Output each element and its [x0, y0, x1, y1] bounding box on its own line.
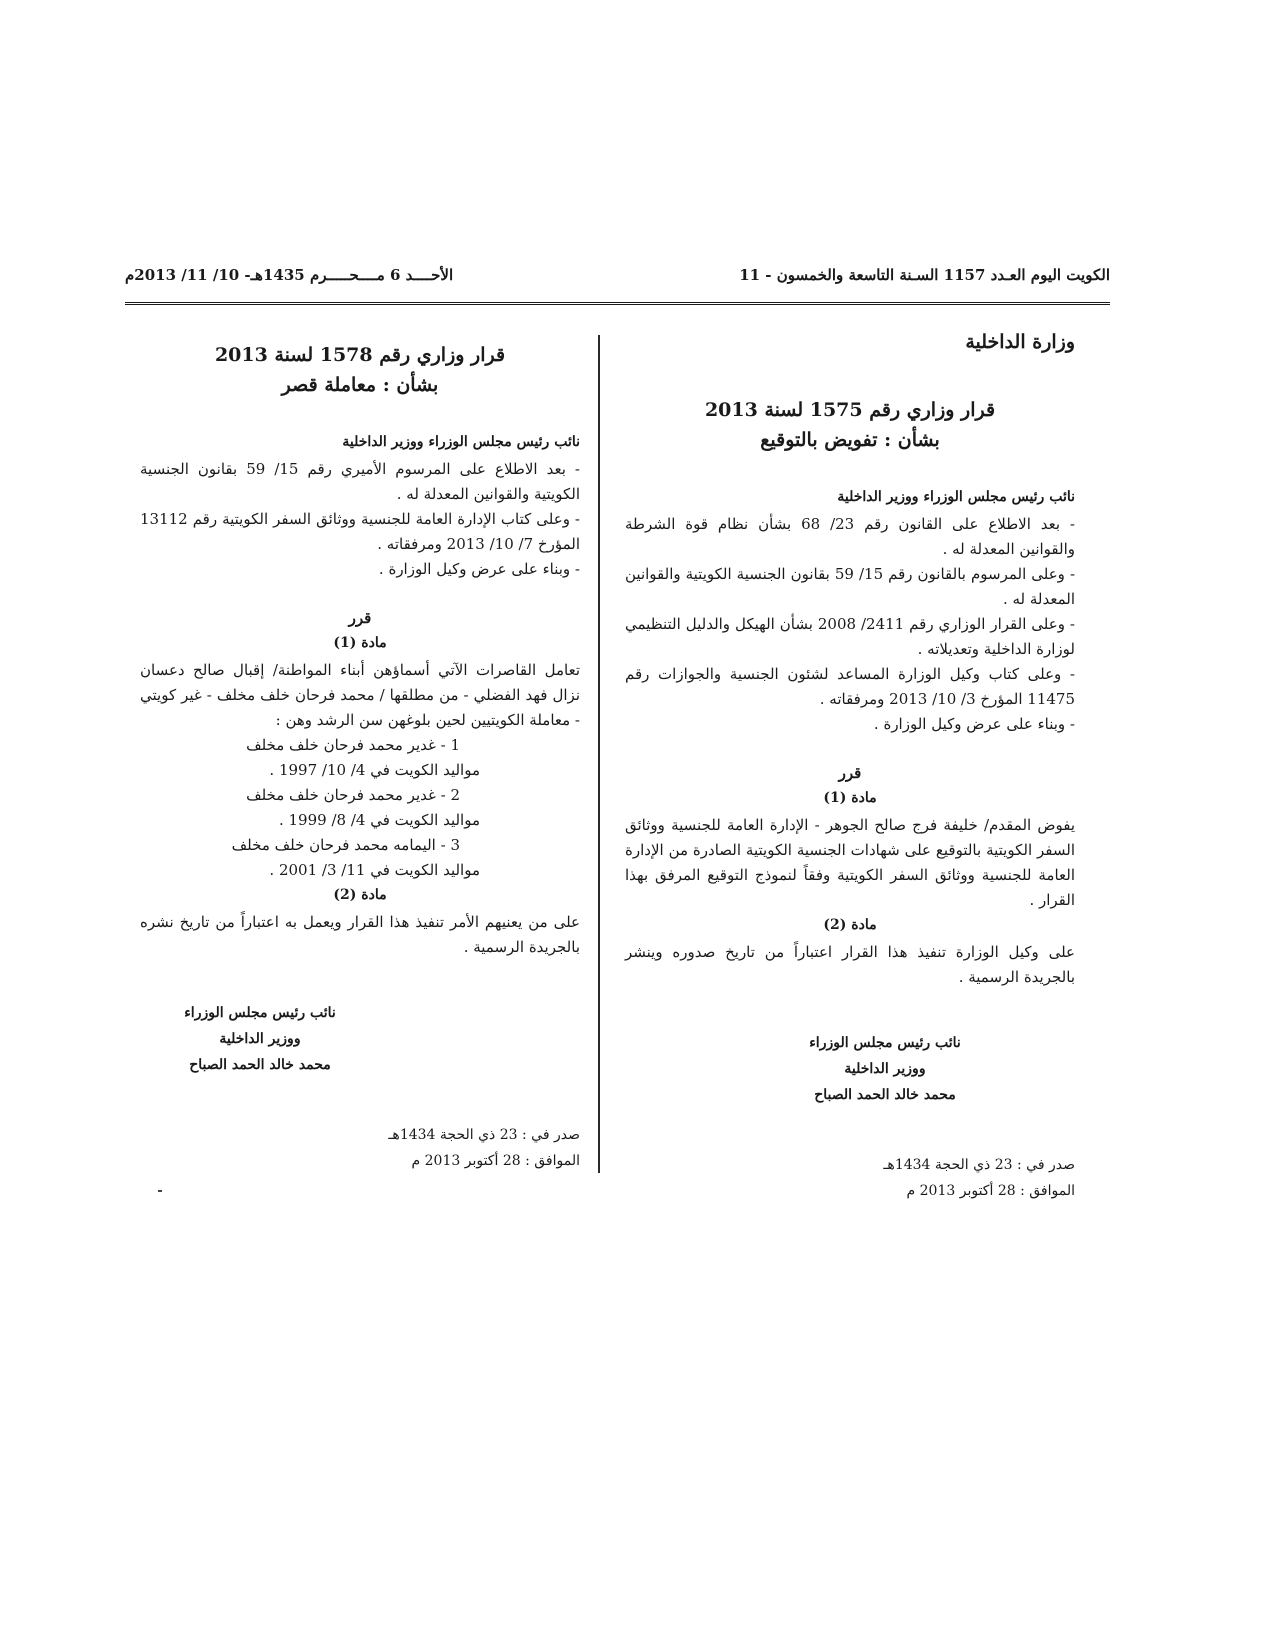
child-name: 3 - اليمامه محمد فرحان خلف مخلف: [231, 836, 460, 854]
article-2-label: مادة (2): [823, 917, 877, 933]
corresponding-date: الموافق : 28 أكتوبر 2013 م: [411, 1153, 580, 1169]
child-birth: مواليد الكويت في 4/ 10/ 1997 .: [269, 761, 480, 779]
preamble-item: - وعلى القرار الوزاري رقم 2411/ 2008 بشأن الهيكل والدليل التنظيمي لوزارة الداخلية وتعديلاته .: [625, 615, 1075, 658]
issuer: نائب رئيس مجلس الوزراء ووزير الداخلية: [837, 489, 1075, 505]
article-2-text: على من يعنيهم الأمر تنفيذ هذا القرار ويعمل به اعتباراً من تاريخ نشره بالجريدة الرسمية .: [140, 913, 580, 956]
article-1-text: يفوض المقدم/ خليفة فرج صالح الجوهر - الإدارة العامة للجنسية ووثائق السفر الكويتية بالتوقيع على شهادات الجنسية الكويتية الصادرة من الإدارة العامة للجنسية ووثائق السفر الكويتية وفقاً لنموذج التوقيع المرفق بهذا القرار .: [625, 816, 1075, 909]
signature-block: [110, 1000, 410, 1078]
signature-line: ووزير الداخلية: [219, 1031, 301, 1047]
decided-heading: قرر: [348, 609, 372, 627]
signature-line: ووزير الداخلية: [844, 1061, 926, 1077]
issuer: نائب رئيس مجلس الوزراء ووزير الداخلية: [342, 434, 580, 450]
issued-date-block: [625, 1152, 1075, 1204]
issued-date-block: [140, 1122, 580, 1174]
header-issue-info: الكويت اليوم العـدد 1157 السـنة التاسعة والخمسون - 11: [739, 266, 1110, 284]
issued-date: صدر في : 23 ذي الحجة 1434هـ: [388, 1127, 580, 1143]
preamble-item: - بعد الاطلاع على القانون رقم 23/ 68 بشأن نظام قوة الشرطة والقوانين المعدلة له .: [625, 515, 1075, 558]
signature-line: محمد خالد الحمد الصباح: [189, 1057, 331, 1073]
column-divider: [598, 335, 600, 1173]
preamble-item: - وبناء على عرض وكيل الوزارة .: [873, 715, 1075, 733]
decree-subject: بشأن : معاملة قصر: [281, 374, 439, 396]
decree-subject: بشأن : تفويض بالتوقيع: [760, 429, 940, 451]
issued-date: صدر في : 23 ذي الحجة 1434هـ: [883, 1157, 1075, 1173]
signature-line: نائب رئيس مجلس الوزراء: [184, 1005, 336, 1021]
signature-line: نائب رئيس مجلس الوزراء: [809, 1035, 961, 1051]
decree-title: قرار وزاري رقم 1578 لسنة 2013: [214, 344, 506, 366]
corresponding-date: الموافق : 28 أكتوبر 2013 م: [906, 1183, 1075, 1199]
preamble-item: - وبناء على عرض وكيل الوزارة .: [378, 560, 580, 578]
decree-title: قرار وزاري رقم 1575 لسنة 2013: [704, 399, 996, 421]
child-birth: مواليد الكويت في 4/ 8/ 1999 .: [278, 811, 480, 829]
preamble-item: - وعلى كتاب الإدارة العامة للجنسية ووثائق السفر الكويتية رقم 13112 المؤرخ 7/ 10/ 2013 ومرفقاته .: [140, 510, 580, 553]
header-date: الأحــــد 6 مــــحـــــرم 1435هـ- 10/ 11/ 2013م: [125, 266, 454, 284]
decided-heading: قرر: [838, 764, 862, 782]
preamble-item: - وعلى كتاب وكيل الوزارة المساعد لشئون الجنسية والجوازات رقم 11475 المؤرخ 3/ 10/ 2013 ومرفقاته .: [625, 665, 1075, 708]
child-birth: مواليد الكويت في 11/ 3/ 2001 .: [269, 861, 480, 879]
child-name: 2 - غدير محمد فرحان خلف مخلف: [246, 786, 460, 804]
ministry-heading: وزارة الداخلية: [965, 331, 1075, 353]
scan-speck: [158, 1190, 162, 1192]
signature-line: محمد خالد الحمد الصباح: [814, 1087, 956, 1103]
left-column: [140, 340, 580, 1174]
article-1-text: تعامل القاصرات الآتي أسماؤهن أبناء المواطنة/ إقبال صالح دعسان نزال فهد الفضلي - من مطلقها / محمد فرحان خلف مخلف - غير كويتي - معاملة الكويتيين لحين بلوغهن سن الرشد وهن :: [140, 661, 580, 729]
article-2-label: مادة (2): [333, 887, 387, 903]
article-1-label: مادة (1): [333, 635, 387, 651]
signature-block: [735, 1030, 1035, 1108]
right-column: [625, 330, 1075, 1204]
preamble-item: - وعلى المرسوم بالقانون رقم 15/ 59 بقانون الجنسية الكويتية والقوانين المعدلة له .: [625, 565, 1076, 608]
preamble-item: - بعد الاطلاع على المرسوم الأميري رقم 15/ 59 بقانون الجنسية الكويتية والقوانين المعدلة له .: [140, 460, 580, 503]
page-header: [125, 266, 1110, 294]
article-1-label: مادة (1): [823, 790, 877, 806]
header-rule: [125, 302, 1110, 305]
article-2-text: على وكيل الوزارة تنفيذ هذا القرار اعتباراً من تاريخ صدوره وينشر بالجريدة الرسمية .: [625, 943, 1075, 986]
child-name: 1 - غدير محمد فرحان خلف مخلف: [246, 736, 460, 754]
